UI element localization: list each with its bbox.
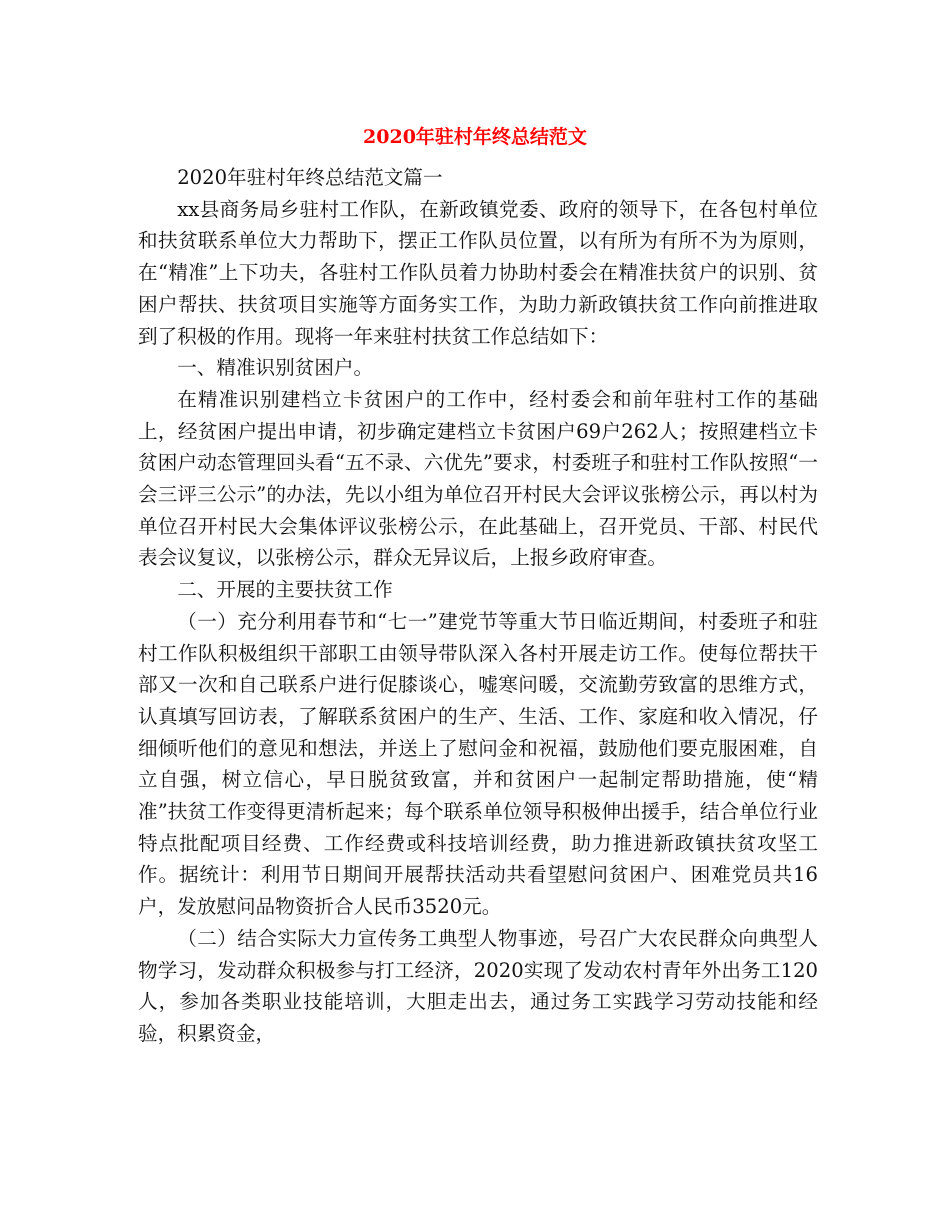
section-heading-2: 二、开展的主要扶贫工作 xyxy=(177,578,393,602)
document-body xyxy=(138,158,818,1050)
paragraph-identification: 在精准识别建档立卡贫困户的工作中，经村委会和前年驻村工作的基础上，经贫困户提出申请，初步确定建档立卡贫困户69户262人；按照建档立卡贫困户动态管理回头看“五不录、六优先”要求，村委班子和驻村工作队按照“一会三评三公示”的办法，先以小组为单位召开村民大会评议张榜公示，再以村为单位召开村民大会集体评议张榜公示，在此基础上，召开党员、干部、村民代表会议复议，以张榜公示，群众无异议后，上报乡政府审查。 xyxy=(138,387,818,570)
paragraph-labor-promotion: （二）结合实际大力宣传务工典型人物事迹，号召广大农民群众向典型人物学习，发动群众积极参与打工经济，2020实现了发动农村青年外出务工120人，参加各类职业技能培训，大胆走出去，通过务工实践学习劳动技能和经验，积累资金， xyxy=(138,926,818,1045)
paragraph-holiday-visits: （一）充分利用春节和“七一”建党节等重大节日临近期间，村委班子和驻村工作队积极组织干部职工由领导带队深入各村开展走访工作。使每位帮扶干部又一次和自己联系户进行促膝谈心，嘘寒问暖，交流勤劳致富的思维方式，认真填写回访表，了解联系贫困户的生产、生活、工作、家庭和收入情况，仔细倾听他们的意见和想法，并送上了慰问金和祝福，鼓励他们要克服困难，自立自强，树立信心，早日脱贫致富，并和贫困户一起制定帮助措施，使“精准”扶贫工作变得更清析起来；每个联系单位领导积极伸出援手，结合单位行业特点批配项目经费、工作经费或科技培训经费，助力推进新政镇扶贫攻坚工作。据统计：利用节日期间开展帮扶活动共看望慰问贫困户、困难党员共16户，发放慰问品物资折合人民币3520元。 xyxy=(138,609,818,919)
section-heading-1: 一、精准识别贫困户。 xyxy=(177,356,374,380)
paragraph-intro: xx县商务局乡驻村工作队，在新政镇党委、政府的领导下，在各包村单位和扶贫联系单位大力帮助下，摆正工作队员位置，以有所为有所不为为原则，在“精准”上下功夫，各驻村工作队员着力协助村委会在精准扶贫户的识别、贫困户帮扶、扶贫项目实施等方面务实工作，为助力新政镇扶贫工作向前推进取到了积极的作用。现将一年来驻村扶贫工作总结如下： xyxy=(138,197,818,348)
document-title: 2020年驻村年终总结范文 xyxy=(363,126,587,148)
paragraph-subtitle: 2020年驻村年终总结范文篇一 xyxy=(177,166,443,189)
